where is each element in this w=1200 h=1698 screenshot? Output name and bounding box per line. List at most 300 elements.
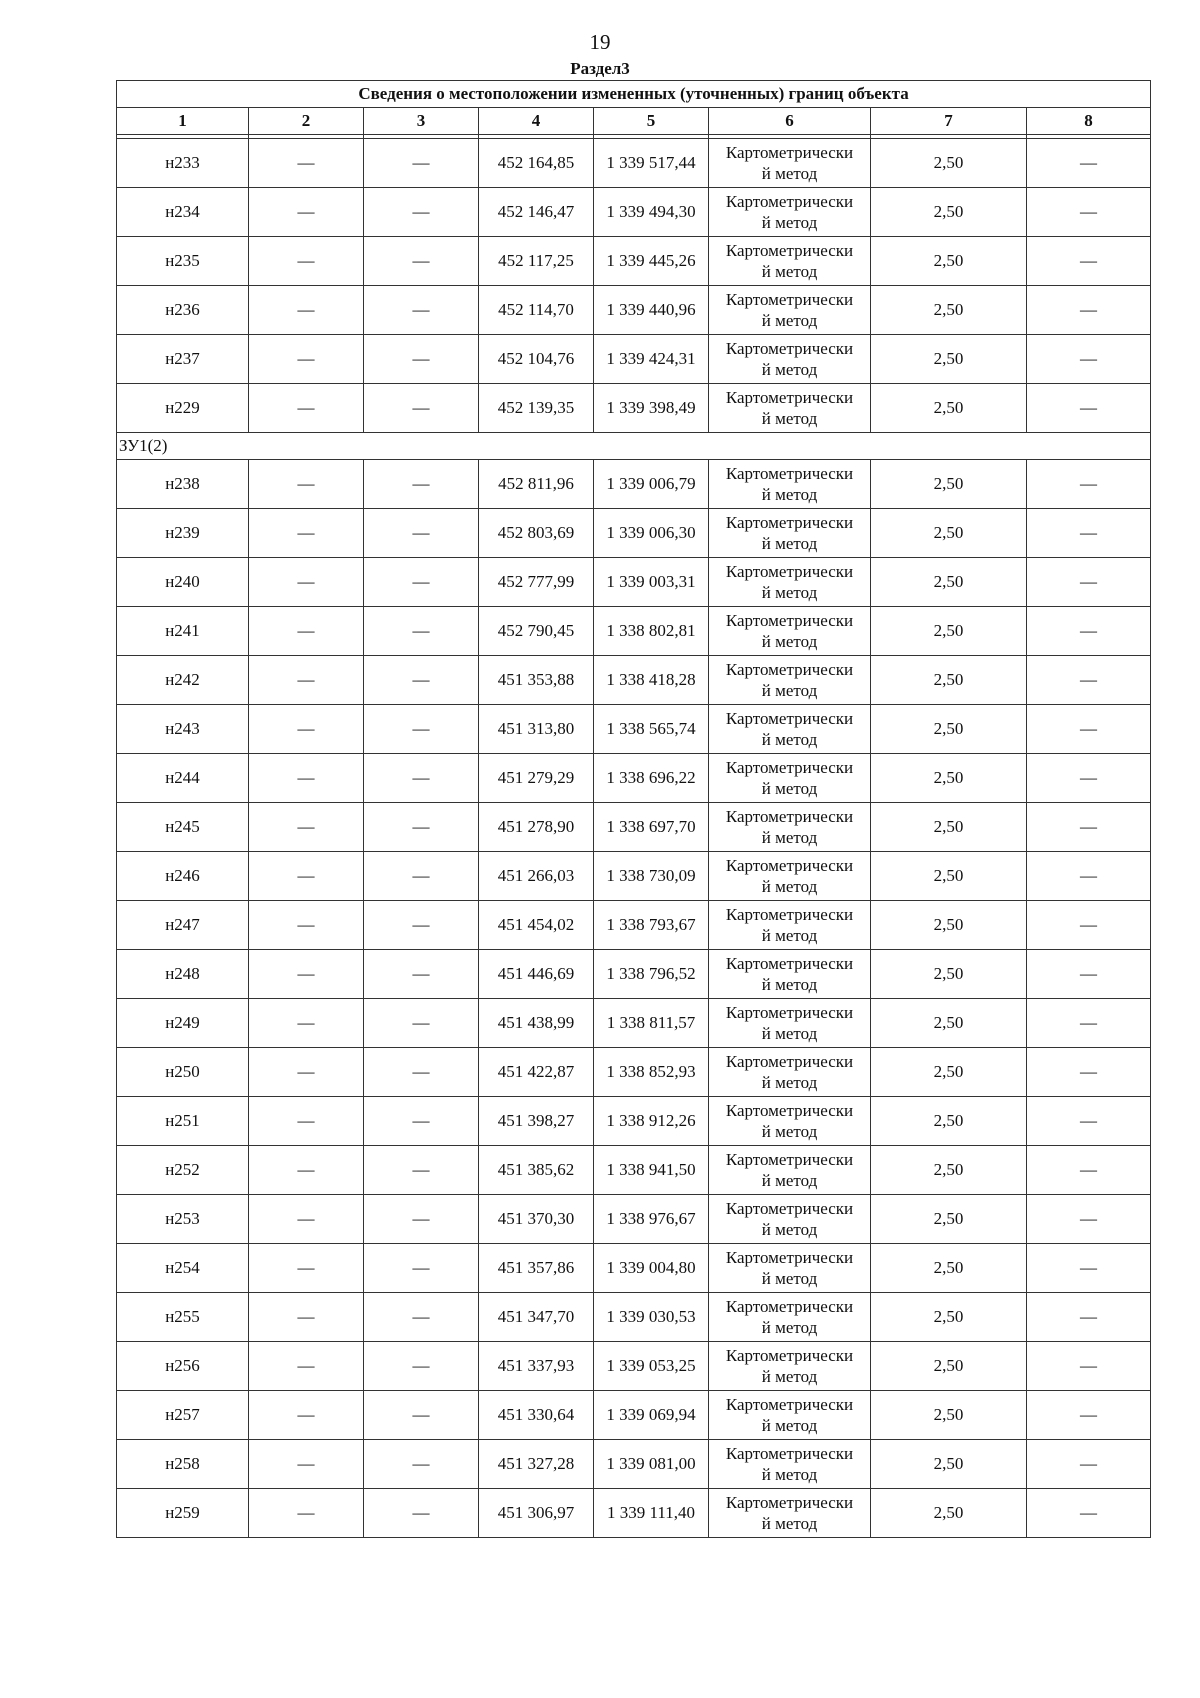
column-3-cell: — bbox=[364, 705, 479, 754]
method-cell bbox=[709, 188, 871, 237]
column-3-cell: — bbox=[364, 803, 479, 852]
method-cell bbox=[709, 852, 871, 901]
column-8-cell: — bbox=[1027, 460, 1151, 509]
accuracy-cell: 2,50 bbox=[871, 1097, 1027, 1146]
method-cell bbox=[709, 509, 871, 558]
table-row bbox=[117, 237, 1151, 286]
column-number-row bbox=[117, 108, 1151, 135]
method-cell bbox=[709, 460, 871, 509]
y-coordinate-cell: 1 338 941,50 bbox=[594, 1146, 709, 1195]
method-cell bbox=[709, 999, 871, 1048]
column-3-cell: — bbox=[364, 1146, 479, 1195]
column-2-cell: — bbox=[249, 1440, 364, 1489]
accuracy-cell: 2,50 bbox=[871, 1244, 1027, 1293]
table-row bbox=[117, 901, 1151, 950]
point-number-cell: н238 bbox=[117, 460, 249, 509]
column-8-cell: — bbox=[1027, 999, 1151, 1048]
y-coordinate-cell: 1 339 053,25 bbox=[594, 1342, 709, 1391]
x-coordinate-cell: 451 306,97 bbox=[479, 1489, 594, 1538]
column-8-cell: — bbox=[1027, 1489, 1151, 1538]
column-3-cell: — bbox=[364, 656, 479, 705]
column-3-cell: — bbox=[364, 950, 479, 999]
point-number-cell: н229 bbox=[117, 384, 249, 433]
method-line-2: й метод bbox=[761, 877, 818, 896]
accuracy-cell: 2,50 bbox=[871, 1146, 1027, 1195]
column-2-cell: — bbox=[249, 803, 364, 852]
y-coordinate-cell: 1 339 006,79 bbox=[594, 460, 709, 509]
accuracy-cell: 2,50 bbox=[871, 901, 1027, 950]
x-coordinate-cell: 451 357,86 bbox=[479, 1244, 594, 1293]
method-cell bbox=[709, 1489, 871, 1538]
column-2-cell: — bbox=[249, 705, 364, 754]
table-row bbox=[117, 705, 1151, 754]
column-3-cell: — bbox=[364, 188, 479, 237]
column-3-cell: — bbox=[364, 1391, 479, 1440]
column-3-cell: — bbox=[364, 1195, 479, 1244]
table-row bbox=[117, 1097, 1151, 1146]
column-3-cell: — bbox=[364, 460, 479, 509]
point-number-cell: н252 bbox=[117, 1146, 249, 1195]
method-line-1: Картометрически bbox=[725, 192, 854, 211]
y-coordinate-cell: 1 338 811,57 bbox=[594, 999, 709, 1048]
method-line-1: Картометрически bbox=[725, 660, 854, 679]
method-line-1: Картометрически bbox=[725, 611, 854, 630]
x-coordinate-cell: 452 164,85 bbox=[479, 139, 594, 188]
method-line-2: й метод bbox=[761, 828, 818, 847]
section-title: Раздел3 bbox=[570, 59, 630, 78]
method-cell bbox=[709, 656, 871, 705]
column-header: 6 bbox=[709, 108, 871, 135]
column-2-cell: — bbox=[249, 509, 364, 558]
table-row bbox=[117, 607, 1151, 656]
column-8-cell: — bbox=[1027, 1244, 1151, 1293]
column-8-cell: — bbox=[1027, 1146, 1151, 1195]
accuracy-cell: 2,50 bbox=[871, 384, 1027, 433]
accuracy-cell: 2,50 bbox=[871, 509, 1027, 558]
method-line-2: й метод bbox=[761, 485, 818, 504]
column-2-cell: — bbox=[249, 950, 364, 999]
method-line-2: й метод bbox=[761, 681, 818, 700]
method-line-1: Картометрически bbox=[725, 290, 854, 309]
column-2-cell: — bbox=[249, 1244, 364, 1293]
table-row bbox=[117, 1146, 1151, 1195]
table-row bbox=[117, 1342, 1151, 1391]
method-line-2: й метод bbox=[761, 779, 818, 798]
column-8-cell: — bbox=[1027, 1048, 1151, 1097]
accuracy-cell: 2,50 bbox=[871, 852, 1027, 901]
column-header: 4 bbox=[479, 108, 594, 135]
method-line-2: й метод bbox=[761, 1367, 818, 1386]
column-3-cell: — bbox=[364, 1048, 479, 1097]
accuracy-cell: 2,50 bbox=[871, 803, 1027, 852]
x-coordinate-cell: 451 454,02 bbox=[479, 901, 594, 950]
column-8-cell: — bbox=[1027, 558, 1151, 607]
point-number-cell: н234 bbox=[117, 188, 249, 237]
method-line-2: й метод bbox=[761, 1269, 818, 1288]
method-line-2: й метод bbox=[761, 1220, 818, 1239]
column-2-cell: — bbox=[249, 139, 364, 188]
column-8-cell: — bbox=[1027, 1342, 1151, 1391]
column-3-cell: — bbox=[364, 1293, 479, 1342]
method-line-2: й метод bbox=[761, 360, 818, 379]
point-number-cell: н241 bbox=[117, 607, 249, 656]
y-coordinate-cell: 1 338 730,09 bbox=[594, 852, 709, 901]
x-coordinate-cell: 451 266,03 bbox=[479, 852, 594, 901]
column-8-cell: — bbox=[1027, 901, 1151, 950]
column-3-cell: — bbox=[364, 607, 479, 656]
column-2-cell: — bbox=[249, 999, 364, 1048]
column-3-cell: — bbox=[364, 999, 479, 1048]
y-coordinate-cell: 1 339 003,31 bbox=[594, 558, 709, 607]
accuracy-cell: 2,50 bbox=[871, 1048, 1027, 1097]
y-coordinate-cell: 1 338 696,22 bbox=[594, 754, 709, 803]
table-body bbox=[117, 81, 1151, 1538]
y-coordinate-cell: 1 339 424,31 bbox=[594, 335, 709, 384]
method-line-1: Картометрически bbox=[725, 513, 854, 532]
table-caption-row bbox=[117, 81, 1151, 108]
method-cell bbox=[709, 558, 871, 607]
accuracy-cell: 2,50 bbox=[871, 460, 1027, 509]
method-line-1: Картометрически bbox=[725, 1003, 854, 1022]
column-3-cell: — bbox=[364, 1489, 479, 1538]
column-3-cell: — bbox=[364, 1440, 479, 1489]
column-8-cell: — bbox=[1027, 607, 1151, 656]
method-line-1: Картометрически bbox=[725, 1150, 854, 1169]
column-2-cell: — bbox=[249, 1097, 364, 1146]
y-coordinate-cell: 1 339 004,80 bbox=[594, 1244, 709, 1293]
column-8-cell: — bbox=[1027, 384, 1151, 433]
column-2-cell: — bbox=[249, 1195, 364, 1244]
method-line-1: Картометрически bbox=[725, 241, 854, 260]
column-2-cell: — bbox=[249, 656, 364, 705]
column-8-cell: — bbox=[1027, 509, 1151, 558]
method-cell bbox=[709, 335, 871, 384]
column-header: 2 bbox=[249, 108, 364, 135]
x-coordinate-cell: 451 353,88 bbox=[479, 656, 594, 705]
column-8-cell: — bbox=[1027, 188, 1151, 237]
column-8-cell: — bbox=[1027, 852, 1151, 901]
x-coordinate-cell: 452 104,76 bbox=[479, 335, 594, 384]
method-line-1: Картометрически bbox=[725, 1101, 854, 1120]
method-line-2: й метод bbox=[761, 1024, 818, 1043]
point-number-cell: н243 bbox=[117, 705, 249, 754]
method-line-2: й метод bbox=[761, 975, 818, 994]
column-2-cell: — bbox=[249, 1146, 364, 1195]
column-header: 1 bbox=[117, 108, 249, 135]
column-3-cell: — bbox=[364, 852, 479, 901]
method-cell bbox=[709, 754, 871, 803]
page-number: 19 bbox=[589, 30, 611, 54]
x-coordinate-cell: 451 347,70 bbox=[479, 1293, 594, 1342]
column-2-cell: — bbox=[249, 237, 364, 286]
x-coordinate-cell: 451 446,69 bbox=[479, 950, 594, 999]
column-2-cell: — bbox=[249, 1342, 364, 1391]
point-number-cell: н240 bbox=[117, 558, 249, 607]
method-cell bbox=[709, 607, 871, 656]
column-3-cell: — bbox=[364, 754, 479, 803]
x-coordinate-cell: 451 422,87 bbox=[479, 1048, 594, 1097]
x-coordinate-cell: 452 803,69 bbox=[479, 509, 594, 558]
point-number-cell: н249 bbox=[117, 999, 249, 1048]
accuracy-cell: 2,50 bbox=[871, 188, 1027, 237]
y-coordinate-cell: 1 338 802,81 bbox=[594, 607, 709, 656]
point-number-cell: н257 bbox=[117, 1391, 249, 1440]
method-cell bbox=[709, 1293, 871, 1342]
column-3-cell: — bbox=[364, 286, 479, 335]
point-number-cell: н242 bbox=[117, 656, 249, 705]
point-number-cell: н250 bbox=[117, 1048, 249, 1097]
method-cell bbox=[709, 237, 871, 286]
y-coordinate-cell: 1 339 494,30 bbox=[594, 188, 709, 237]
column-header: 8 bbox=[1027, 108, 1151, 135]
x-coordinate-cell: 451 438,99 bbox=[479, 999, 594, 1048]
method-line-1: Картометрически bbox=[725, 856, 854, 875]
method-cell bbox=[709, 950, 871, 999]
x-coordinate-cell: 451 385,62 bbox=[479, 1146, 594, 1195]
group-label: ЗУ1(2) bbox=[117, 433, 1151, 460]
accuracy-cell: 2,50 bbox=[871, 999, 1027, 1048]
column-2-cell: — bbox=[249, 1489, 364, 1538]
x-coordinate-cell: 451 327,28 bbox=[479, 1440, 594, 1489]
method-cell bbox=[709, 1097, 871, 1146]
column-8-cell: — bbox=[1027, 335, 1151, 384]
method-line-1: Картометрически bbox=[725, 1052, 854, 1071]
table-row bbox=[117, 1440, 1151, 1489]
point-number-cell: н251 bbox=[117, 1097, 249, 1146]
method-line-2: й метод bbox=[761, 926, 818, 945]
method-line-1: Картометрически bbox=[725, 758, 854, 777]
y-coordinate-cell: 1 338 565,74 bbox=[594, 705, 709, 754]
y-coordinate-cell: 1 338 976,67 bbox=[594, 1195, 709, 1244]
accuracy-cell: 2,50 bbox=[871, 1293, 1027, 1342]
y-coordinate-cell: 1 338 852,93 bbox=[594, 1048, 709, 1097]
accuracy-cell: 2,50 bbox=[871, 558, 1027, 607]
method-cell bbox=[709, 286, 871, 335]
table-row bbox=[117, 460, 1151, 509]
column-8-cell: — bbox=[1027, 139, 1151, 188]
method-line-1: Картометрически bbox=[725, 954, 854, 973]
column-3-cell: — bbox=[364, 509, 479, 558]
method-line-2: й метод bbox=[761, 583, 818, 602]
method-cell bbox=[709, 139, 871, 188]
method-line-1: Картометрически bbox=[725, 1444, 854, 1463]
column-header: 7 bbox=[871, 108, 1027, 135]
column-8-cell: — bbox=[1027, 1195, 1151, 1244]
point-number-cell: н245 bbox=[117, 803, 249, 852]
method-line-2: й метод bbox=[761, 1073, 818, 1092]
column-3-cell: — bbox=[364, 237, 479, 286]
point-number-cell: н235 bbox=[117, 237, 249, 286]
table-row bbox=[117, 286, 1151, 335]
column-3-cell: — bbox=[364, 558, 479, 607]
accuracy-cell: 2,50 bbox=[871, 705, 1027, 754]
method-line-2: й метод bbox=[761, 632, 818, 651]
method-cell bbox=[709, 384, 871, 433]
column-2-cell: — bbox=[249, 335, 364, 384]
column-2-cell: — bbox=[249, 384, 364, 433]
boundary-coordinates-table bbox=[116, 80, 1151, 1538]
column-8-cell: — bbox=[1027, 1293, 1151, 1342]
method-line-2: й метод bbox=[761, 1514, 818, 1533]
accuracy-cell: 2,50 bbox=[871, 1195, 1027, 1244]
table-row bbox=[117, 384, 1151, 433]
accuracy-cell: 2,50 bbox=[871, 1440, 1027, 1489]
y-coordinate-cell: 1 339 069,94 bbox=[594, 1391, 709, 1440]
method-line-2: й метод bbox=[761, 213, 818, 232]
table-row bbox=[117, 754, 1151, 803]
method-line-1: Картометрически bbox=[725, 1493, 854, 1512]
method-cell bbox=[709, 1244, 871, 1293]
table-row bbox=[117, 852, 1151, 901]
method-cell bbox=[709, 1146, 871, 1195]
point-number-cell: н244 bbox=[117, 754, 249, 803]
point-number-cell: н236 bbox=[117, 286, 249, 335]
group-label-row bbox=[117, 433, 1151, 460]
table-row bbox=[117, 1489, 1151, 1538]
accuracy-cell: 2,50 bbox=[871, 1391, 1027, 1440]
x-coordinate-cell: 451 313,80 bbox=[479, 705, 594, 754]
method-line-1: Картометрически bbox=[725, 143, 854, 162]
y-coordinate-cell: 1 339 398,49 bbox=[594, 384, 709, 433]
x-coordinate-cell: 452 811,96 bbox=[479, 460, 594, 509]
method-line-1: Картометрически bbox=[725, 388, 854, 407]
column-2-cell: — bbox=[249, 852, 364, 901]
accuracy-cell: 2,50 bbox=[871, 656, 1027, 705]
x-coordinate-cell: 451 398,27 bbox=[479, 1097, 594, 1146]
y-coordinate-cell: 1 339 081,00 bbox=[594, 1440, 709, 1489]
point-number-cell: н253 bbox=[117, 1195, 249, 1244]
column-8-cell: — bbox=[1027, 705, 1151, 754]
y-coordinate-cell: 1 338 793,67 bbox=[594, 901, 709, 950]
column-2-cell: — bbox=[249, 1391, 364, 1440]
method-line-1: Картометрически bbox=[725, 562, 854, 581]
table-row bbox=[117, 950, 1151, 999]
y-coordinate-cell: 1 338 418,28 bbox=[594, 656, 709, 705]
method-line-2: й метод bbox=[761, 1171, 818, 1190]
point-number-cell: н239 bbox=[117, 509, 249, 558]
method-cell bbox=[709, 901, 871, 950]
column-3-cell: — bbox=[364, 1097, 479, 1146]
method-line-1: Картометрически bbox=[725, 339, 854, 358]
column-2-cell: — bbox=[249, 901, 364, 950]
method-line-2: й метод bbox=[761, 311, 818, 330]
method-cell bbox=[709, 1048, 871, 1097]
column-3-cell: — bbox=[364, 139, 479, 188]
method-cell bbox=[709, 803, 871, 852]
y-coordinate-cell: 1 338 796,52 bbox=[594, 950, 709, 999]
method-line-2: й метод bbox=[761, 262, 818, 281]
accuracy-cell: 2,50 bbox=[871, 950, 1027, 999]
table-row bbox=[117, 509, 1151, 558]
x-coordinate-cell: 451 278,90 bbox=[479, 803, 594, 852]
method-cell bbox=[709, 1195, 871, 1244]
accuracy-cell: 2,50 bbox=[871, 237, 1027, 286]
table-row bbox=[117, 1244, 1151, 1293]
y-coordinate-cell: 1 338 912,26 bbox=[594, 1097, 709, 1146]
accuracy-cell: 2,50 bbox=[871, 607, 1027, 656]
table-row bbox=[117, 656, 1151, 705]
column-3-cell: — bbox=[364, 1342, 479, 1391]
method-line-1: Картометрически bbox=[725, 1199, 854, 1218]
point-number-cell: н233 bbox=[117, 139, 249, 188]
x-coordinate-cell: 452 777,99 bbox=[479, 558, 594, 607]
table-caption: Сведения о местоположении измененных (уточненных) границ объекта bbox=[117, 81, 1151, 108]
method-line-2: й метод bbox=[761, 1465, 818, 1484]
column-3-cell: — bbox=[364, 1244, 479, 1293]
method-line-2: й метод bbox=[761, 164, 818, 183]
column-2-cell: — bbox=[249, 460, 364, 509]
y-coordinate-cell: 1 339 440,96 bbox=[594, 286, 709, 335]
method-line-1: Картометрически bbox=[725, 905, 854, 924]
point-number-cell: н248 bbox=[117, 950, 249, 999]
column-2-cell: — bbox=[249, 558, 364, 607]
table-row bbox=[117, 188, 1151, 237]
method-line-1: Картометрически bbox=[725, 1248, 854, 1267]
method-line-2: й метод bbox=[761, 534, 818, 553]
accuracy-cell: 2,50 bbox=[871, 1342, 1027, 1391]
table-row bbox=[117, 139, 1151, 188]
x-coordinate-cell: 452 117,25 bbox=[479, 237, 594, 286]
method-cell bbox=[709, 705, 871, 754]
table-row bbox=[117, 999, 1151, 1048]
point-number-cell: н237 bbox=[117, 335, 249, 384]
column-3-cell: — bbox=[364, 901, 479, 950]
column-8-cell: — bbox=[1027, 754, 1151, 803]
accuracy-cell: 2,50 bbox=[871, 754, 1027, 803]
point-number-cell: н259 bbox=[117, 1489, 249, 1538]
point-number-cell: н254 bbox=[117, 1244, 249, 1293]
column-2-cell: — bbox=[249, 754, 364, 803]
column-8-cell: — bbox=[1027, 286, 1151, 335]
method-line-2: й метод bbox=[761, 730, 818, 749]
method-cell bbox=[709, 1391, 871, 1440]
y-coordinate-cell: 1 339 445,26 bbox=[594, 237, 709, 286]
method-line-1: Картометрически bbox=[725, 807, 854, 826]
column-2-cell: — bbox=[249, 607, 364, 656]
method-line-1: Картометрически bbox=[725, 1297, 854, 1316]
method-line-2: й метод bbox=[761, 1318, 818, 1337]
column-3-cell: — bbox=[364, 335, 479, 384]
column-8-cell: — bbox=[1027, 1097, 1151, 1146]
method-line-1: Картометрически bbox=[725, 709, 854, 728]
table-row bbox=[117, 1391, 1151, 1440]
x-coordinate-cell: 451 337,93 bbox=[479, 1342, 594, 1391]
table-row bbox=[117, 1195, 1151, 1244]
x-coordinate-cell: 452 146,47 bbox=[479, 188, 594, 237]
table-row bbox=[117, 335, 1151, 384]
point-number-cell: н258 bbox=[117, 1440, 249, 1489]
column-2-cell: — bbox=[249, 188, 364, 237]
point-number-cell: н246 bbox=[117, 852, 249, 901]
column-8-cell: — bbox=[1027, 1440, 1151, 1489]
method-line-1: Картометрически bbox=[725, 1395, 854, 1414]
method-line-2: й метод bbox=[761, 409, 818, 428]
point-number-cell: н247 bbox=[117, 901, 249, 950]
accuracy-cell: 2,50 bbox=[871, 139, 1027, 188]
table-row bbox=[117, 1048, 1151, 1097]
column-8-cell: — bbox=[1027, 1391, 1151, 1440]
table-row bbox=[117, 803, 1151, 852]
method-line-2: й метод bbox=[761, 1122, 818, 1141]
method-line-1: Картометрически bbox=[725, 1346, 854, 1365]
y-coordinate-cell: 1 339 517,44 bbox=[594, 139, 709, 188]
x-coordinate-cell: 451 370,30 bbox=[479, 1195, 594, 1244]
accuracy-cell: 2,50 bbox=[871, 1489, 1027, 1538]
column-8-cell: — bbox=[1027, 656, 1151, 705]
column-8-cell: — bbox=[1027, 950, 1151, 999]
accuracy-cell: 2,50 bbox=[871, 286, 1027, 335]
x-coordinate-cell: 451 279,29 bbox=[479, 754, 594, 803]
